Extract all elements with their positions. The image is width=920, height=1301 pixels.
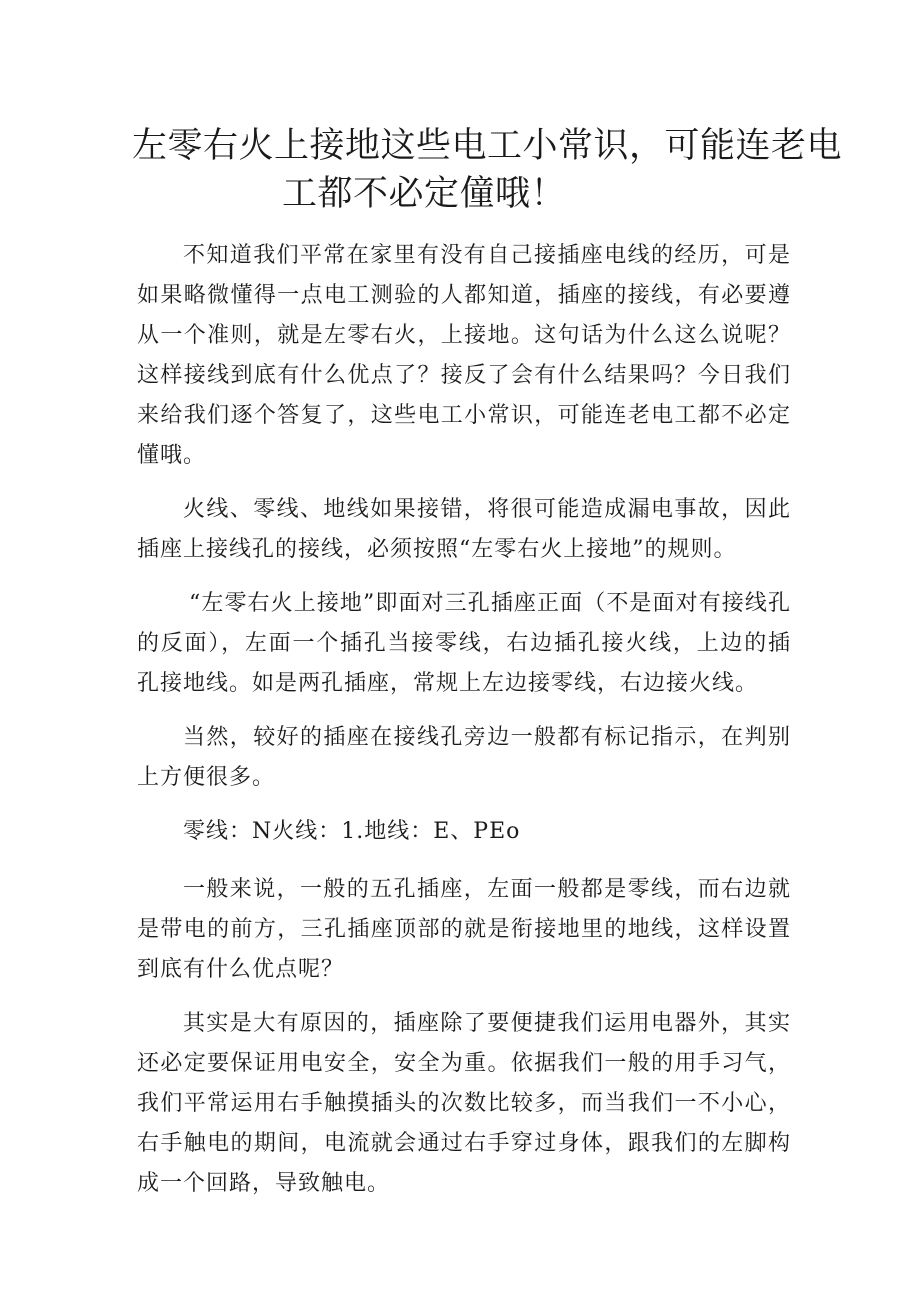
paragraph-intro: 不知道我们平常在家里有没有自己接插座电线的经历，可是如果略微懂得一点电工测验的人都知道，插座的接线，有必要遵从一个准则，就是左零右火，上接地。这句话为什么这么说呢？这样接线到底有什么优点了？接反了会有什么结果吗？今日我们来给我们逐个答复了，这些电工小常识，可能连老电工都不必定懂哦。 [137,243,791,468]
paragraph-wire-codes: 零线：N火线：1.地线：E、PEo [183,819,521,844]
paragraph-safety-reason: 其实是大有原因的，插座除了要便捷我们运用电器外，其实还必定要保证用电安全，安全为重。依据我们一般的用手习气，我们平常运用右手触摸插头的次数比较多，而当我们一不小心，右手触电的期间，电流就会通过右手穿过身体，跟我们的左脚构成一个回路，导致触电。 [137,1011,791,1196]
paragraph-rule-explanation: “左零右火上接地”即面对三孔插座正面（不是面对有接线孔的反面），左面一个插孔当接零线，右边插孔接火线，上边的插孔接地线。如是两孔插座，常规上左边接零线，右边接火线。 [137,591,791,696]
document-body [137,236,791,1218]
paragraph-wiring-rule: 火线、零线、地线如果接错，将很可能造成漏电事故，因此插座上接线孔的接线，必须按照“左零右火上接地”的规则。 [137,497,791,562]
title-line-2: 工都不必定僮哦！ [282,174,567,214]
paragraph-five-hole-socket: 一般来说，一般的五孔插座，左面一般都是零线，而右边就是带电的前方，三孔插座顶部的就是衔接地里的地线，这样设置到底有什么优点呢？ [137,877,791,982]
document-title [132,122,843,218]
title-line-1: 左零右火上接地这些电工小常识，可能连老电 [132,126,843,166]
paragraph-markings: 当然，较好的插座在接线孔旁边一般都有标记指示，在判别上方便很多。 [137,725,791,790]
